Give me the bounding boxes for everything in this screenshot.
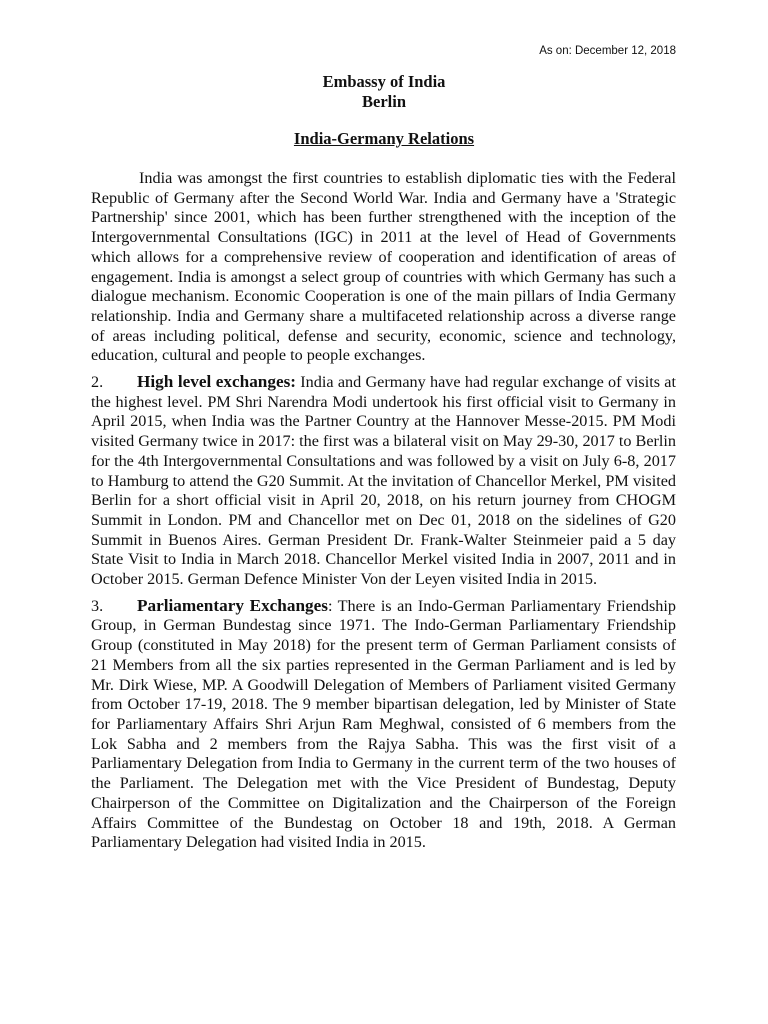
section-parliamentary-exchanges — [91, 596, 676, 853]
header-city: Berlin — [362, 92, 406, 111]
section-heading: High level exchanges: — [137, 372, 296, 392]
section-heading: Parliamentary Exchanges — [137, 595, 328, 615]
document-body — [91, 169, 676, 859]
document-header — [0, 72, 768, 112]
intro-paragraph: India was amongst the first countries to establish diplomatic ties with the Federal Republic of Germany after the Second World War. India and Germany have a 'Strategic Partnership' since 2001, which has been further strengthened with the inception of the Intergovernmental Consultations (IGC) in 2011 at the level of Head of Governments which allows for a comprehensive review of cooperation and identification of areas of engagement. India is amongst a select group of countries with which Germany has such a dialogue mechanism. Economic Cooperation is one of the main pillars of India Germany relationship. India and Germany share a multifaceted relationship across a diverse range of areas including political, defense and security, economic, science and technology, education, cultural and people to people exchanges. — [91, 169, 676, 365]
header-embassy: Embassy of India — [322, 72, 446, 91]
section-text: : There is an Indo-German Parliamentary Friendship Group, in German Bundestag since 1971. The Indo-German Parliamentary Friendship Group (constituted in May 2018) for the present term of German Parliament consists of 21 Members from all the six parties represented in the German Parliament and is led by Mr. Dirk Wiese, MP. A Goodwill Delegation of Members of Parliament visited Germany from October 17-19, 2018. The 9 member bipartisan delegation, led by Minister of State for Parliamentary Affairs Shri Arjun Ram Meghwal, consisted of 6 members from the Lok Sabha and 2 members from the Rajya Sabha. This was the first visit of a Parliamentary Delegation from India to Germany in the current term of the two houses of the Parliament. The Delegation met with the Vice President of Bundestag, Deputy Chairperson of the Committee on Digitalization and the Chairperson of the Foreign Affairs Committee of the Bundestag on October 18 and 19th, 2018. A German Parliamentary Delegation had visited India in 2015. — [91, 596, 676, 852]
section-high-level-exchanges — [91, 372, 676, 590]
section-number: 3. — [91, 596, 104, 615]
section-text: India and Germany have had regular exchange of visits at the highest level. PM Shri Narendra Modi undertook his first official visit to Germany in April 2015, when India was the Partner Country at the Hannover Messe-2015. PM Modi visited Germany twice in 2017: the first was a bilateral visit on May 29-30, 2017 to Berlin for the 4th Intergovernmental Consultations and was followed by a visit on July 6-8, 2017 to Hamburg to attend the G20 Summit. At the invitation of Chancellor Merkel, PM visited Berlin for a short official visit in April 20, 2018, on his return journey from CHOGM Summit in London. PM and Chancellor met on Dec 01, 2018 on the sidelines of G20 Summit in Buenos Aires. German President Dr. Frank-Walter Steinmeier paid a 5 day State Visit to India in March 2018. Chancellor Merkel visited India in 2007, 2011 and in October 2015. German Defence Minister Von der Leyen visited India in 2015. — [91, 373, 676, 589]
date-line: As on: December 12, 2018 — [539, 45, 676, 57]
document-title: India-Germany Relations — [293, 129, 475, 148]
section-number: 2. — [91, 373, 104, 392]
